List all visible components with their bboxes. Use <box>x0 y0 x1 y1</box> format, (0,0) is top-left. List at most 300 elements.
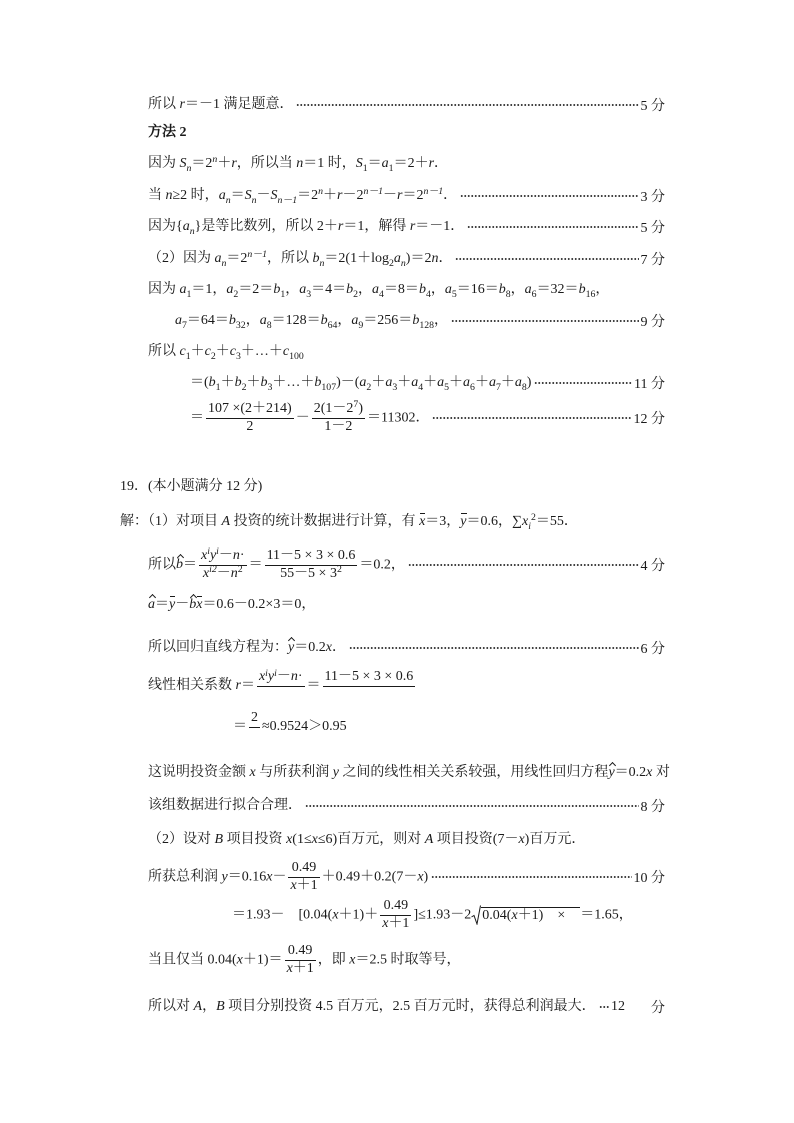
variable: n <box>290 669 298 685</box>
solution-line <box>148 215 665 239</box>
variable: b <box>234 375 242 391</box>
subscript: 2 <box>241 381 247 393</box>
math-text: ＝8＝ <box>383 282 419 298</box>
fraction-numerator <box>257 669 305 687</box>
hatted-variable: y <box>288 640 295 656</box>
math-text: ＋…＋ <box>272 375 315 391</box>
hatted-variable: b <box>189 597 197 613</box>
math-text: ＝ <box>248 557 263 573</box>
math-text: ， <box>337 313 352 329</box>
math-text: 因为{ <box>148 219 183 235</box>
subscript: 3 <box>392 381 398 393</box>
variable: a <box>351 313 359 329</box>
math-text: ]≤1.93－2 <box>413 907 472 923</box>
math-text: ＝ <box>190 410 204 426</box>
variable: y <box>221 869 228 885</box>
solution-line <box>148 93 665 117</box>
math-text: ＝－1． <box>415 219 465 235</box>
math-text: ＝32＝ <box>536 282 579 298</box>
math-text: ＝2＋ <box>393 156 429 172</box>
subscript: 8 <box>521 381 527 393</box>
hatted-variable: a <box>148 597 155 613</box>
math-text: 这说明投资金额 <box>148 765 250 781</box>
variable: x <box>201 547 208 563</box>
variable: a <box>514 375 522 391</box>
math-text: ， <box>285 282 300 298</box>
line-content <box>148 250 452 268</box>
variable: y <box>209 547 217 563</box>
variable: a <box>214 251 222 267</box>
solution-line <box>190 371 665 395</box>
math-text: ，所以 <box>267 251 313 267</box>
variable: c <box>229 344 236 360</box>
variable: r <box>179 97 185 113</box>
variable: r <box>337 219 344 235</box>
variable: x <box>258 669 266 685</box>
variable: x <box>521 514 529 530</box>
dot-leader <box>455 257 638 261</box>
solution-line <box>175 309 665 333</box>
variable: A <box>424 832 434 848</box>
math-text: 所以对 <box>148 999 194 1015</box>
solution-line <box>120 510 665 534</box>
math-text: 项目分别投资 4.5 百万元，2.5 百万元时，获得总利润最大． <box>224 999 596 1015</box>
fraction-numerator <box>288 860 319 878</box>
math-text: ＋ <box>397 375 412 391</box>
line-content <box>148 998 596 1016</box>
variable: r <box>428 156 435 172</box>
fraction-denominator <box>206 419 294 436</box>
fraction-numerator <box>323 669 416 687</box>
math-text: ＝0.6－0.2×3＝0， <box>202 597 316 613</box>
subscript: 8 <box>505 288 511 300</box>
math-text: ＝ <box>367 156 382 172</box>
subscript: 9 <box>358 319 364 331</box>
variable: a <box>385 375 393 391</box>
math-text: ＝0.2， <box>359 557 405 573</box>
variable: a <box>393 251 401 267</box>
math-text: ＝－1 满足题意． <box>184 97 294 113</box>
math-text: ＝2 <box>297 188 319 204</box>
dot-leader <box>349 646 639 650</box>
line-content <box>148 797 302 815</box>
variable: x <box>202 565 210 581</box>
math-text: ＋ <box>500 375 515 391</box>
variable: r <box>235 678 241 694</box>
solution-line <box>148 664 665 708</box>
square-root <box>471 905 580 925</box>
subscript: 1 <box>388 162 394 174</box>
variable: b <box>498 282 506 298</box>
subscript: 3 <box>235 350 241 362</box>
math-text: 2 <box>246 418 254 434</box>
math-text: ) <box>423 869 429 885</box>
variable: a <box>372 282 380 298</box>
variable: a <box>226 282 234 298</box>
variable: S <box>244 188 252 204</box>
math-text: 2(1－2 <box>313 400 354 416</box>
line-content <box>148 639 346 657</box>
math-text: ＝ <box>240 678 255 694</box>
math-text: ＝2.5 时取等号， <box>355 952 461 968</box>
math-text: （2）因为 <box>148 251 215 267</box>
score-unit: 分 <box>651 1001 665 1016</box>
fraction-denominator <box>312 419 365 436</box>
solution-line <box>233 705 665 749</box>
math-text: 线性相关系数 <box>148 678 236 694</box>
math-text: ，所以当 <box>236 156 297 172</box>
math-text: ， <box>358 282 373 298</box>
variable: c <box>204 344 211 360</box>
superscript: n <box>212 154 218 166</box>
variable: b <box>346 282 354 298</box>
line-content <box>148 187 457 205</box>
math-text: 当且仅当 0.04( <box>148 952 237 968</box>
superscript: i <box>216 545 219 557</box>
math-text: ＋ <box>246 375 261 391</box>
variable: x <box>286 960 293 976</box>
math-text: ＝55． <box>535 514 578 530</box>
math-text: ＋1) × <box>517 908 580 924</box>
variable: x <box>266 869 273 885</box>
math-text: （2）设对 <box>148 832 215 848</box>
subscript: 7 <box>182 319 187 331</box>
subscript: n <box>400 257 406 269</box>
superscript: i <box>265 667 268 679</box>
line-content <box>148 545 405 583</box>
dot-leader <box>467 225 638 229</box>
math-text: ＝0.2 <box>614 765 647 781</box>
method-heading <box>148 121 665 145</box>
superscript: i <box>274 667 277 679</box>
variable: b <box>228 313 236 329</box>
mean-variable: x <box>419 514 426 530</box>
math-text: ＋ <box>423 375 438 391</box>
math-text: 投资的统计数据进行计算，有 <box>230 514 420 530</box>
math-text: ＝128＝ <box>271 313 321 329</box>
fraction-denominator <box>265 563 358 583</box>
line-content <box>148 155 448 173</box>
math-text: ＝ <box>306 678 321 694</box>
solution-line <box>148 340 665 364</box>
line-content <box>148 764 670 782</box>
variable: x <box>325 640 332 656</box>
subscript: 32 <box>235 319 246 331</box>
score-points: 3 分 <box>640 190 665 205</box>
variable: S <box>270 188 278 204</box>
math-text: ， <box>434 313 449 329</box>
math-text: ＝0.2 <box>294 640 326 656</box>
dot-leader <box>599 1005 609 1009</box>
variable: A <box>193 999 203 1015</box>
math-text: － <box>218 547 233 563</box>
variable: a <box>444 282 452 298</box>
math-text: 所以回归直线方程为： <box>148 640 288 656</box>
superscript: n－1 <box>247 249 267 261</box>
fraction <box>206 401 294 436</box>
solution-line <box>148 543 665 587</box>
variable: a <box>175 313 182 329</box>
line-content <box>232 898 633 933</box>
subscript: 4 <box>425 288 431 300</box>
fraction <box>199 545 247 583</box>
variable: x <box>290 877 297 893</box>
line-content <box>148 343 304 361</box>
math-text: 项目投资 <box>223 832 287 848</box>
math-text: ＝11302． <box>366 410 430 426</box>
math-text: － <box>216 565 231 581</box>
score-points: 11 分 <box>634 377 665 392</box>
solution-line <box>148 995 665 1019</box>
superscript: 2 <box>237 563 243 575</box>
dot-leader <box>451 319 638 323</box>
hatted-variable: y <box>608 765 615 781</box>
subscript: 4 <box>418 381 424 393</box>
math-text: 11－5 × 3 × 0.6 <box>266 547 356 563</box>
fraction-denominator <box>257 687 305 702</box>
line-content <box>148 596 315 614</box>
solution-line <box>190 396 665 440</box>
fraction-numerator <box>206 401 294 419</box>
subscript: 2 <box>388 257 394 269</box>
math-text: ＋ <box>371 375 386 391</box>
superscript: n－1 <box>363 186 384 198</box>
math-text: 0.04( <box>482 908 512 924</box>
variable: a <box>218 188 226 204</box>
math-text: ＝1.93－ [0.04( <box>232 907 333 923</box>
dot-leader <box>534 381 632 385</box>
subscript: 1 <box>215 381 221 393</box>
math-text: 55－5 × 3 <box>280 565 337 581</box>
math-text: － <box>256 188 271 204</box>
fraction-denominator <box>323 687 416 702</box>
hatted-variable: b <box>176 557 183 573</box>
dot-leader <box>296 103 638 107</box>
superscript: 2 <box>336 563 342 575</box>
subscript: 5 <box>444 381 450 393</box>
dot-leader <box>432 416 631 420</box>
math-text: · <box>239 547 245 563</box>
math-text: (1≤ <box>292 832 312 848</box>
math-text: － <box>272 869 287 885</box>
radical-sign-icon <box>471 905 481 925</box>
question-heading <box>120 475 665 499</box>
fraction-numerator <box>199 545 247 566</box>
line-content <box>175 312 448 330</box>
subscript: 2 <box>353 288 359 300</box>
math-text: ＝( <box>190 375 209 391</box>
math-text: ＋1)＋ <box>338 907 379 923</box>
fraction <box>323 669 416 702</box>
variable: r <box>397 188 403 204</box>
math-text: ． <box>331 640 346 656</box>
math-text: 与所获利润 <box>255 765 333 781</box>
fraction <box>257 669 305 702</box>
score-points: 6 分 <box>640 642 665 657</box>
math-text: ＝2 <box>402 188 424 204</box>
math-text: ＝ <box>183 557 197 573</box>
math-text: ＝3， <box>425 514 461 530</box>
math-text: ≤6)百万元，则对 <box>317 832 425 848</box>
radicand <box>481 907 580 925</box>
math-text: ＝ <box>233 719 247 735</box>
solution-line <box>148 247 665 271</box>
mean-variable: y <box>460 514 467 530</box>
subscript: 7 <box>495 381 501 393</box>
math-text: ＝2＝ <box>238 282 274 298</box>
math-text: ＝0.6，∑ <box>466 514 522 530</box>
variable: A <box>221 514 231 530</box>
math-text: ， <box>202 999 217 1015</box>
math-text: ) <box>526 375 532 391</box>
math-text: 1－2 <box>324 418 353 434</box>
fraction-denominator <box>249 728 260 743</box>
line-content <box>190 398 430 436</box>
variable: x <box>646 765 653 781</box>
subscript: 2 <box>366 381 372 393</box>
math-text: ＝64＝ <box>186 313 229 329</box>
math-text: － <box>383 188 398 204</box>
variable: x <box>286 832 293 848</box>
math-text: ＝1.65， <box>580 907 633 923</box>
math-text: 所获总利润 <box>148 869 222 885</box>
line-content <box>190 374 531 392</box>
math-text: ． <box>443 188 458 204</box>
math-text: ) <box>358 400 363 416</box>
math-text: ＝256＝ <box>363 313 413 329</box>
variable: a <box>359 375 367 391</box>
math-text: ＝16＝ <box>456 282 499 298</box>
variable: b <box>273 282 281 298</box>
subscript: 1 <box>362 162 368 174</box>
solution-line <box>148 828 665 852</box>
variable: x <box>518 832 525 848</box>
variable: n <box>431 251 439 267</box>
subscript: n <box>225 194 231 206</box>
math-text: 107 ×(2＋214) <box>208 400 292 416</box>
solution-line <box>148 636 665 660</box>
math-text: ＝2 <box>226 251 248 267</box>
solution-line <box>148 938 665 982</box>
fraction-denominator <box>288 878 319 895</box>
fraction-denominator <box>199 563 247 583</box>
math-text: 之间的线性相关关系较强，用线性回归方程 <box>338 765 609 781</box>
variable: x <box>236 952 243 968</box>
variable: b <box>260 375 268 391</box>
score-points: 7 分 <box>640 253 665 268</box>
variable: x <box>382 915 389 931</box>
subscript: n－1 <box>277 194 298 206</box>
math-text: ＋ <box>217 156 232 172</box>
math-text: ， <box>245 313 260 329</box>
math-text: ＋ <box>449 375 464 391</box>
variable: S <box>179 156 187 172</box>
math-text: 所以 <box>148 344 180 360</box>
subscript: i <box>528 520 531 532</box>
math-text: ＋ <box>215 344 230 360</box>
subscript: n <box>186 162 192 174</box>
math-text: ＋1 <box>292 960 314 976</box>
variable: n <box>230 565 238 581</box>
math-text: － <box>276 669 291 685</box>
math-text: ＋ <box>323 188 337 204</box>
variable: x <box>417 869 424 885</box>
variable: a <box>524 282 532 298</box>
dot-leader <box>431 875 631 879</box>
subscript: 5 <box>451 288 457 300</box>
subscript: 128 <box>419 319 435 331</box>
math-text: ＋1 <box>296 877 318 893</box>
math-text: ＋1)＝ <box>242 952 283 968</box>
math-text: －2 <box>342 188 364 204</box>
line-content <box>148 218 464 236</box>
math-text: 解：（1）对项目 <box>120 514 222 530</box>
score-points: 10 分 <box>633 871 665 886</box>
math-text: ＋0.49＋0.2(7－ <box>321 869 418 885</box>
solution-line <box>148 761 678 785</box>
variable: b <box>578 282 586 298</box>
variable: x <box>511 908 518 924</box>
variable: x <box>332 907 339 923</box>
variable: b <box>412 313 420 329</box>
math-text: 所以 <box>148 557 176 573</box>
solution-line <box>148 184 665 208</box>
solution-line <box>148 278 665 302</box>
math-text: 0.49 <box>383 897 409 913</box>
math-text: 方法 2 <box>148 125 187 141</box>
math-text: 19．(本小题满分 12 分) <box>120 479 263 495</box>
math-text: ＝ <box>155 597 169 613</box>
math-text: ， <box>430 282 445 298</box>
variable: x <box>349 952 356 968</box>
subscript: 3 <box>267 381 273 393</box>
subscript: n <box>221 257 227 269</box>
subscript: n <box>251 194 257 206</box>
variable: r <box>409 219 416 235</box>
subscript: n <box>319 257 325 269</box>
fraction <box>380 898 411 933</box>
math-text: 所以 <box>148 97 180 113</box>
score-points: 9 分 <box>640 315 665 330</box>
subscript: 1 <box>186 288 192 300</box>
score-points: 8 分 <box>640 800 665 815</box>
fraction-denominator <box>380 916 411 933</box>
math-text: 该组数据进行拟合合理． <box>148 798 302 814</box>
math-text: ． <box>434 156 449 172</box>
subscript: 6 <box>470 381 475 393</box>
math-text: }是等比数列，所以 2＋ <box>194 219 338 235</box>
math-text: 对 <box>652 765 670 781</box>
solution-line <box>148 794 665 818</box>
variable: S <box>355 156 363 172</box>
line-content <box>120 478 262 496</box>
math-text: ， <box>510 282 525 298</box>
subscript: 8 <box>266 319 272 331</box>
math-text: ＋ <box>474 375 489 391</box>
variable: n <box>296 156 304 172</box>
fraction <box>285 943 316 978</box>
variable: a <box>299 282 307 298</box>
score-points: 5 分 <box>640 221 665 236</box>
math-text: 2 <box>251 710 258 726</box>
math-text: ＝2(1＋log <box>324 251 389 267</box>
math-text: ＝4＝ <box>311 282 347 298</box>
math-text: ＝2 <box>191 156 213 172</box>
subscript: 3 <box>306 288 312 300</box>
math-text: ， <box>595 282 610 298</box>
line-content <box>148 860 428 895</box>
subscript: 64 <box>327 319 338 331</box>
